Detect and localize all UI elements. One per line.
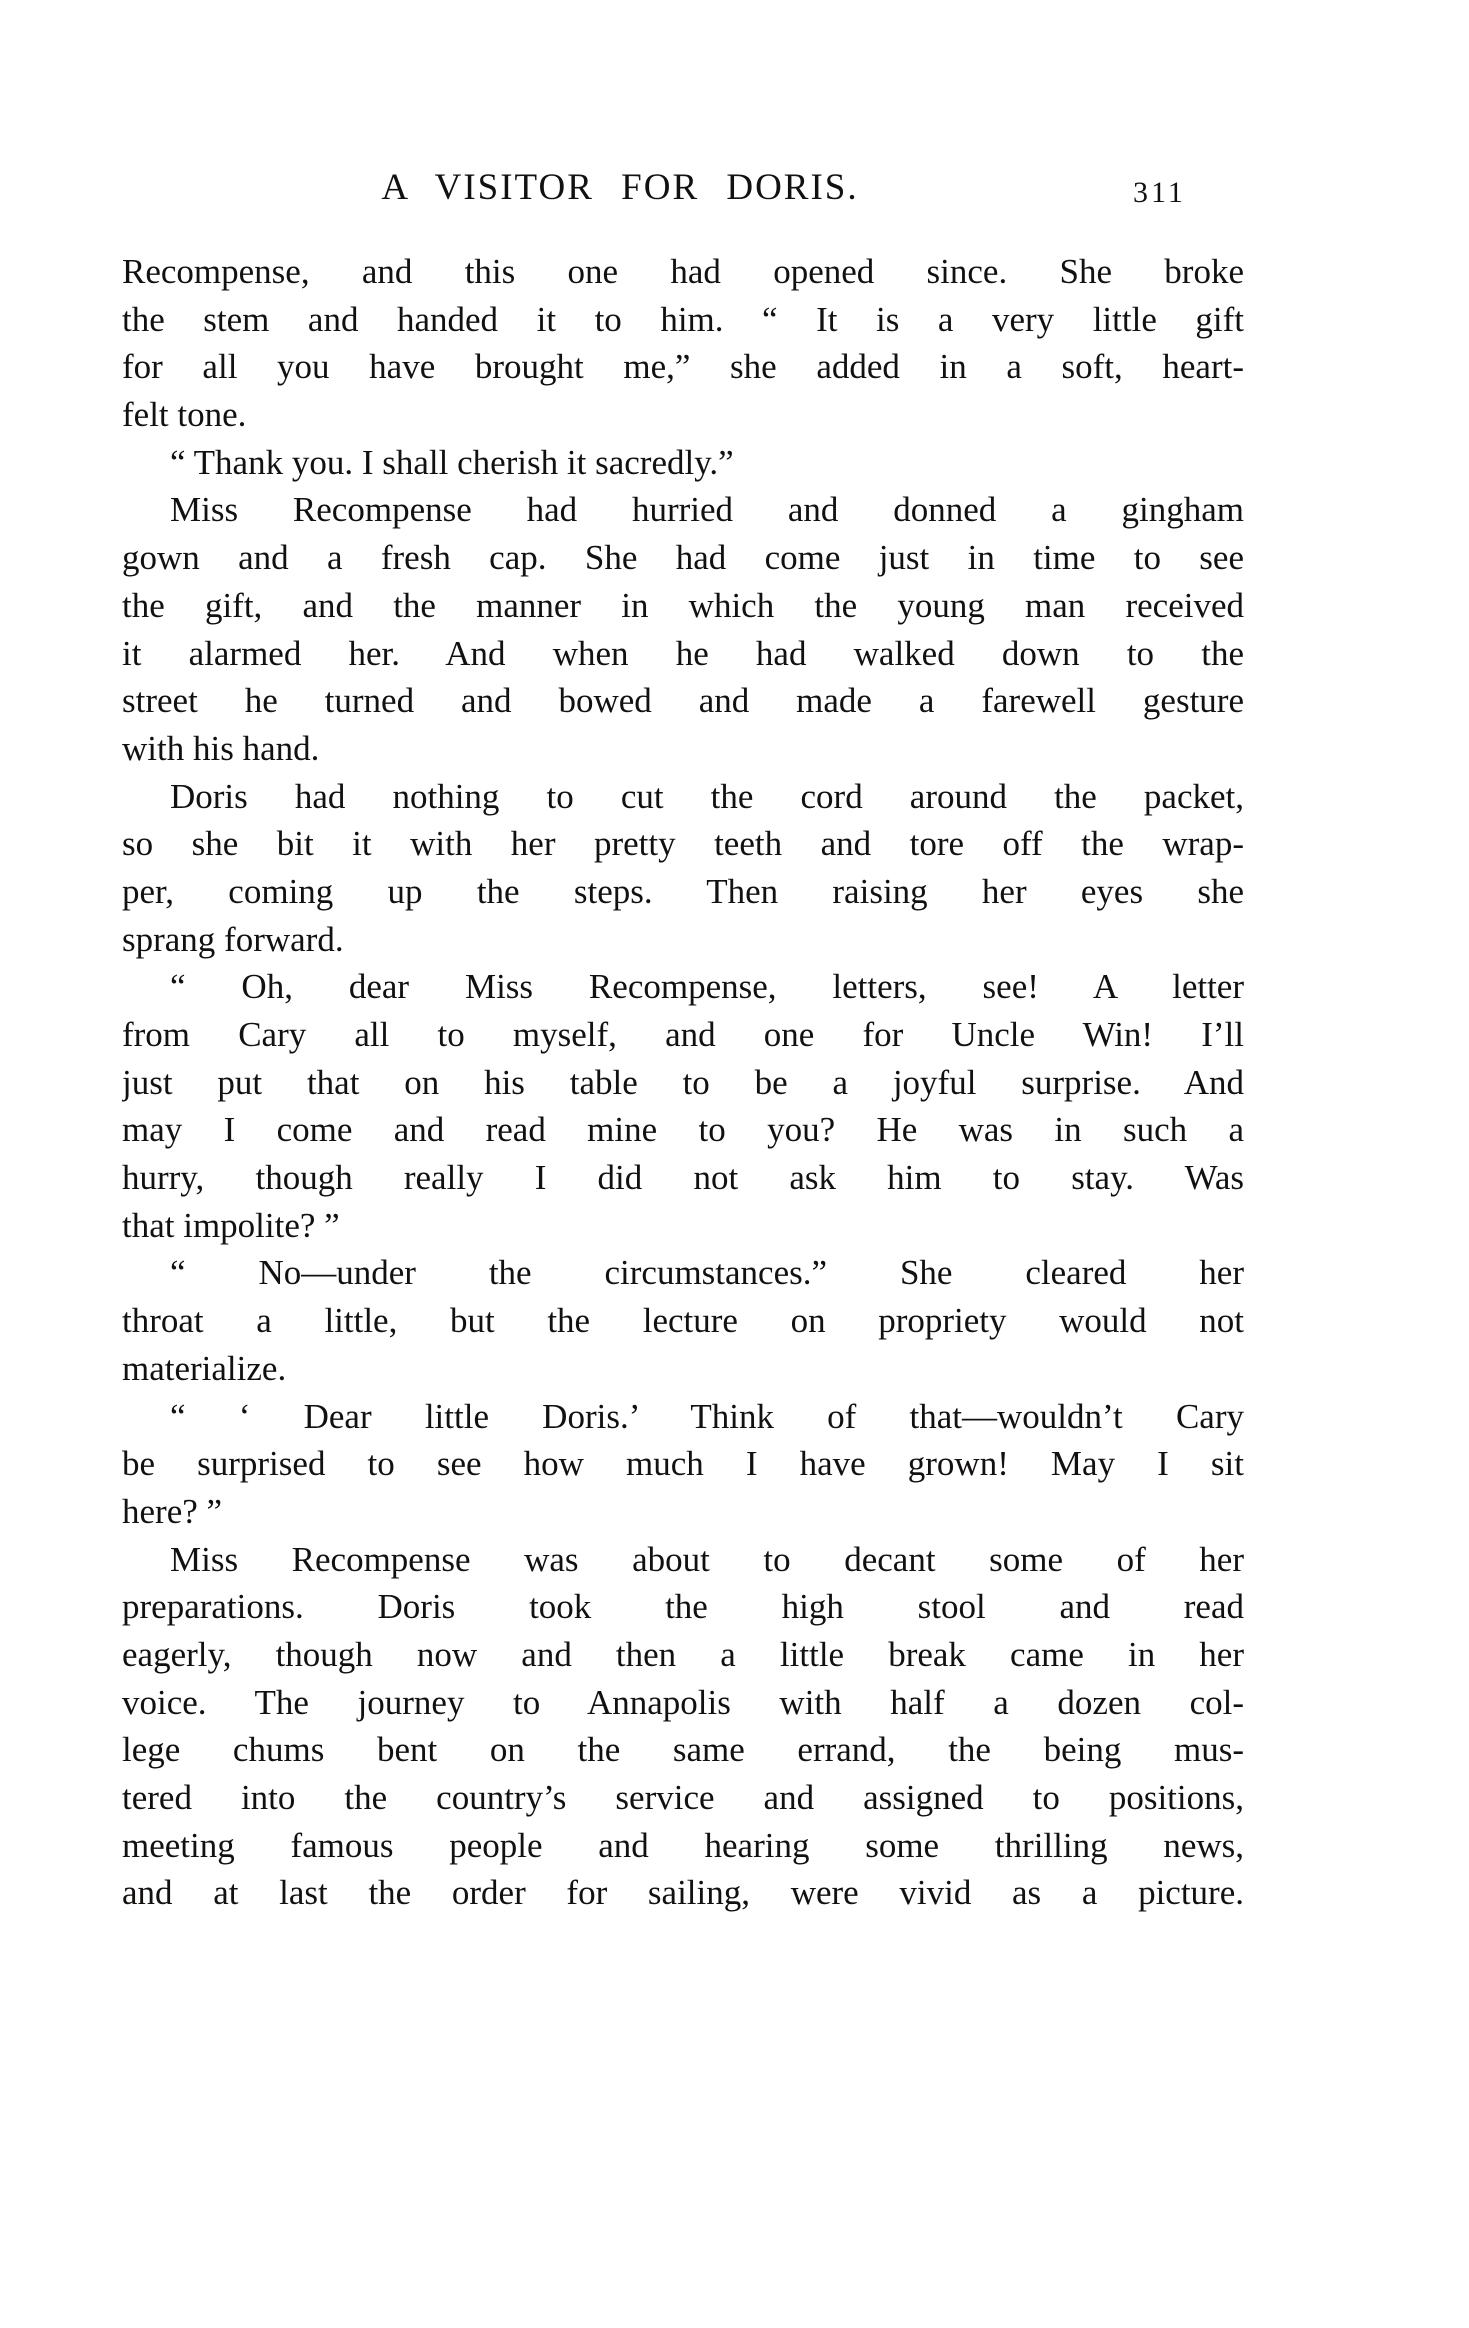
text-line: sprang forward. [122, 919, 344, 959]
text-line: “ Thank you. I shall cherish it sacredly.” [170, 442, 734, 482]
text-line: Recompense, and this one had opened since. She broke [122, 252, 1244, 291]
paragraph [122, 1393, 1244, 1536]
paragraph [122, 486, 1244, 772]
paragraph [122, 773, 1244, 964]
text-line: “ Oh, dear Miss Recompense, letters, see! A letter [170, 967, 1244, 1007]
text-line: materialize. [122, 1348, 287, 1388]
text-line: voice. The journey to Annapolis with half a dozen col- [122, 1682, 1244, 1722]
text-line: and at last the order for sailing, were vivid as a picture. [122, 1873, 1244, 1913]
text-line: “ ‘ Dear little Doris.’ Think of that—wouldn’t Cary [170, 1396, 1244, 1436]
text-line: throat a little, but the lecture on propriety would not [122, 1301, 1244, 1341]
text-line: the gift, and the manner in which the young man received [122, 585, 1244, 625]
text-line: here? ” [122, 1491, 223, 1531]
text-line: “ No—under the circumstances.” She cleared her [170, 1253, 1244, 1293]
text-line: preparations. Doris took the high stool and read [122, 1587, 1244, 1627]
text-line: meeting famous people and hearing some thrilling news, [122, 1825, 1244, 1865]
text-line: Doris had nothing to cut the cord around the packet, [170, 776, 1244, 816]
page-number: 311 [1133, 176, 1186, 209]
text-line: so she bit it with her pretty teeth and tore off the wrap- [122, 824, 1244, 864]
text-line: tered into the country’s service and assigned to positions, [122, 1778, 1244, 1817]
paragraph [122, 439, 1244, 487]
running-title: A VISITOR FOR DORIS. [381, 167, 859, 208]
text-line: lege chums bent on the same errand, the being mus- [122, 1730, 1244, 1770]
text-line: from Cary all to myself, and one for Uncle Win! I’ll [122, 1015, 1244, 1054]
text-line: Miss Recompense was about to decant some of her [170, 1539, 1244, 1579]
text-line: for all you have brought me,” she added in a soft, heart- [122, 347, 1244, 387]
page-text [122, 248, 1244, 1917]
text-line: eagerly, though now and then a little break came in her [122, 1634, 1244, 1674]
text-line: per, coming up the steps. Then raising her eyes she [122, 871, 1244, 911]
text-line: it alarmed her. And when he had walked down to the [122, 633, 1244, 673]
text-line: be surprised to see how much I have grown! May I sit [122, 1444, 1244, 1484]
paragraph [122, 1249, 1244, 1392]
text-line: the stem and handed it to him. “ It is a very little gift [122, 299, 1244, 339]
text-line: that impolite? ” [122, 1205, 340, 1245]
text-line: felt tone. [122, 395, 247, 435]
text-line: with his hand. [122, 728, 320, 768]
text-line: just put that on his table to be a joyful surprise. And [122, 1062, 1244, 1102]
text-line: street he turned and bowed and made a farewell gesture [122, 681, 1244, 721]
text-line: Miss Recompense had hurried and donned a gingham [170, 490, 1244, 530]
paragraph [122, 248, 1244, 439]
text-line: may I come and read mine to you? He was in such a [122, 1110, 1244, 1150]
paragraph [122, 1536, 1244, 1918]
text-line: gown and a fresh cap. She had come just in time to see [122, 538, 1244, 578]
text-line: hurry, though really I did not ask him to stay. Was [122, 1158, 1244, 1198]
paragraph [122, 963, 1244, 1249]
